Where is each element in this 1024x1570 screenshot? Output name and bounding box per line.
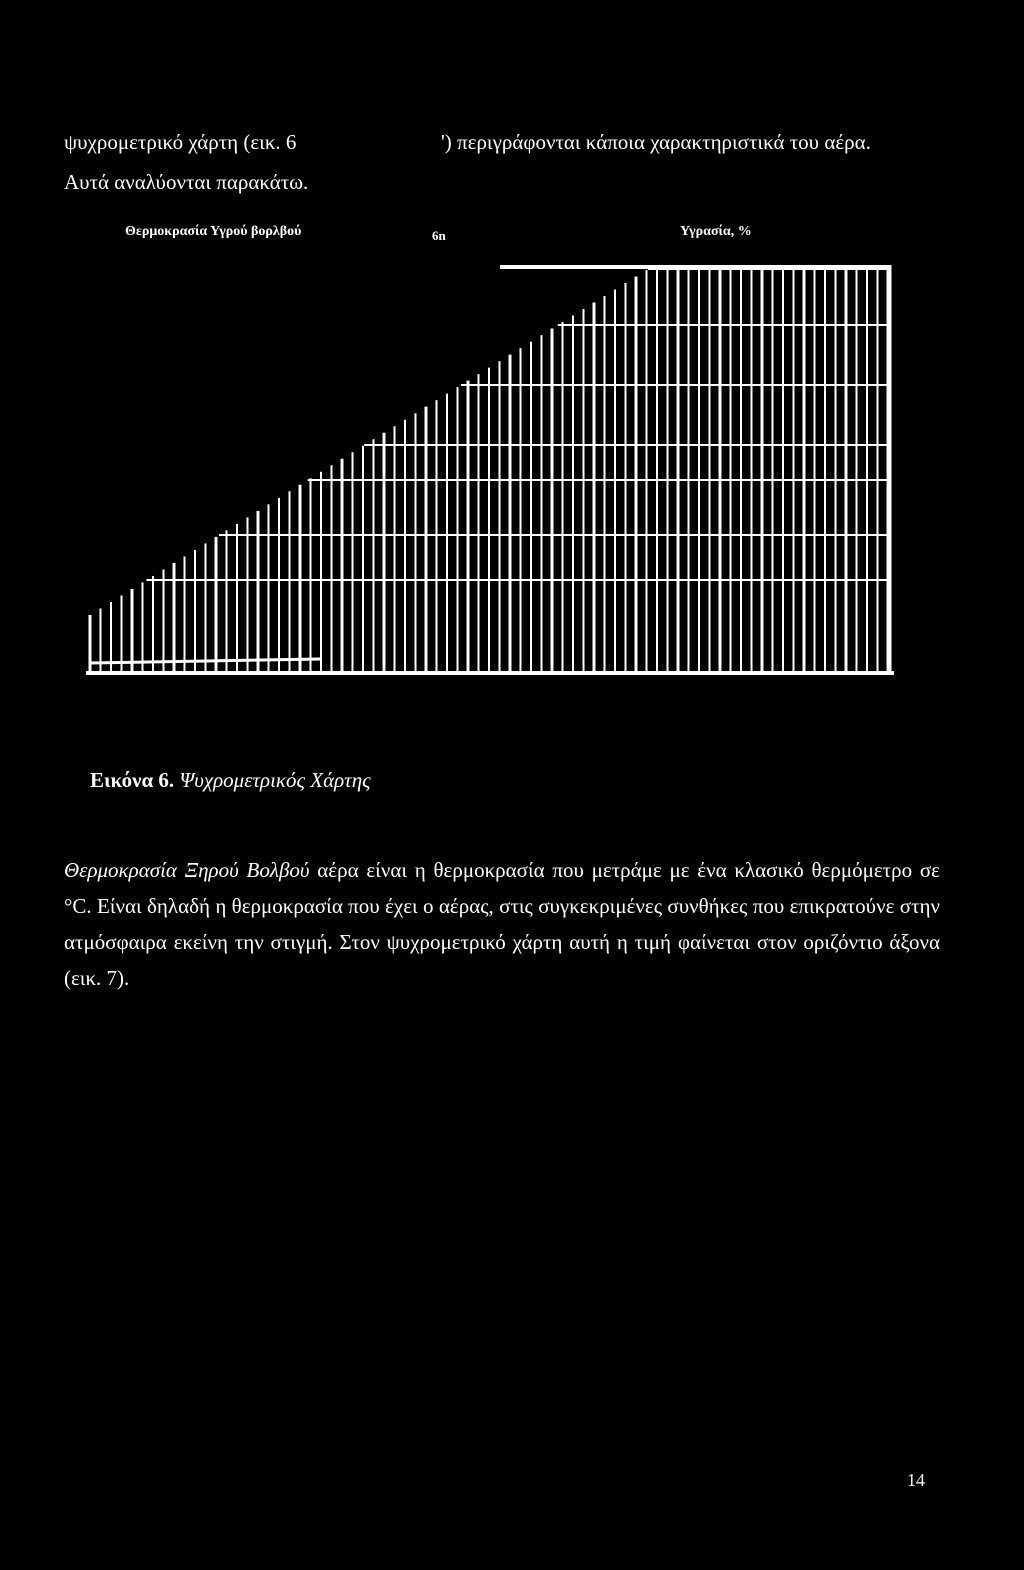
paragraph-unit: °C	[64, 894, 87, 918]
psychrometric-chart-image	[80, 255, 900, 695]
body-paragraph	[64, 852, 940, 996]
intro-line-2: Αυτά αναλύονται παρακάτω.	[64, 170, 309, 194]
paragraph-text-1: αέρα είναι η θερμοκρασία που μετράμε με ένα κλασικό θερμόμετρο σε	[309, 858, 940, 882]
chart-saturation-stroke	[90, 659, 320, 663]
chart-label-humidity: Υγρασία, %	[680, 224, 752, 239]
intro-line-1-left: ψυχρομετρικό χάρτη (εικ. 6	[64, 130, 297, 154]
chart-label-figure-mark: 6n	[432, 228, 446, 243]
paragraph-text-2: . Είναι δηλαδή η θερμοκρασία που έχει ο αέρας, στις συγκεκριμένες συνθήκες που επικρατούνε στην ατμόσφαιρα εκείνη την στιγμή. Στον ψυχρομετρικό χάρτη αυτή η τιμή φαίνεται στον οριζόντιο άξονα (εικ. 7).	[64, 894, 940, 990]
caption-title: Ψυχρομετρικός Χάρτης	[179, 768, 371, 792]
caption-lead: Εικόνα 6.	[90, 768, 175, 792]
intro-line-1-right: ') περιγράφονται κάποια χαρακτηριστικά του αέρα.	[441, 130, 871, 154]
chart-label-wet-bulb: Θερμοκρασία Υγρού βορλβού	[125, 224, 302, 239]
page-number: 14	[907, 1470, 925, 1490]
figure-caption	[90, 768, 371, 793]
paragraph-term: Θερμοκρασία Ξηρού Βολβού	[64, 858, 310, 882]
